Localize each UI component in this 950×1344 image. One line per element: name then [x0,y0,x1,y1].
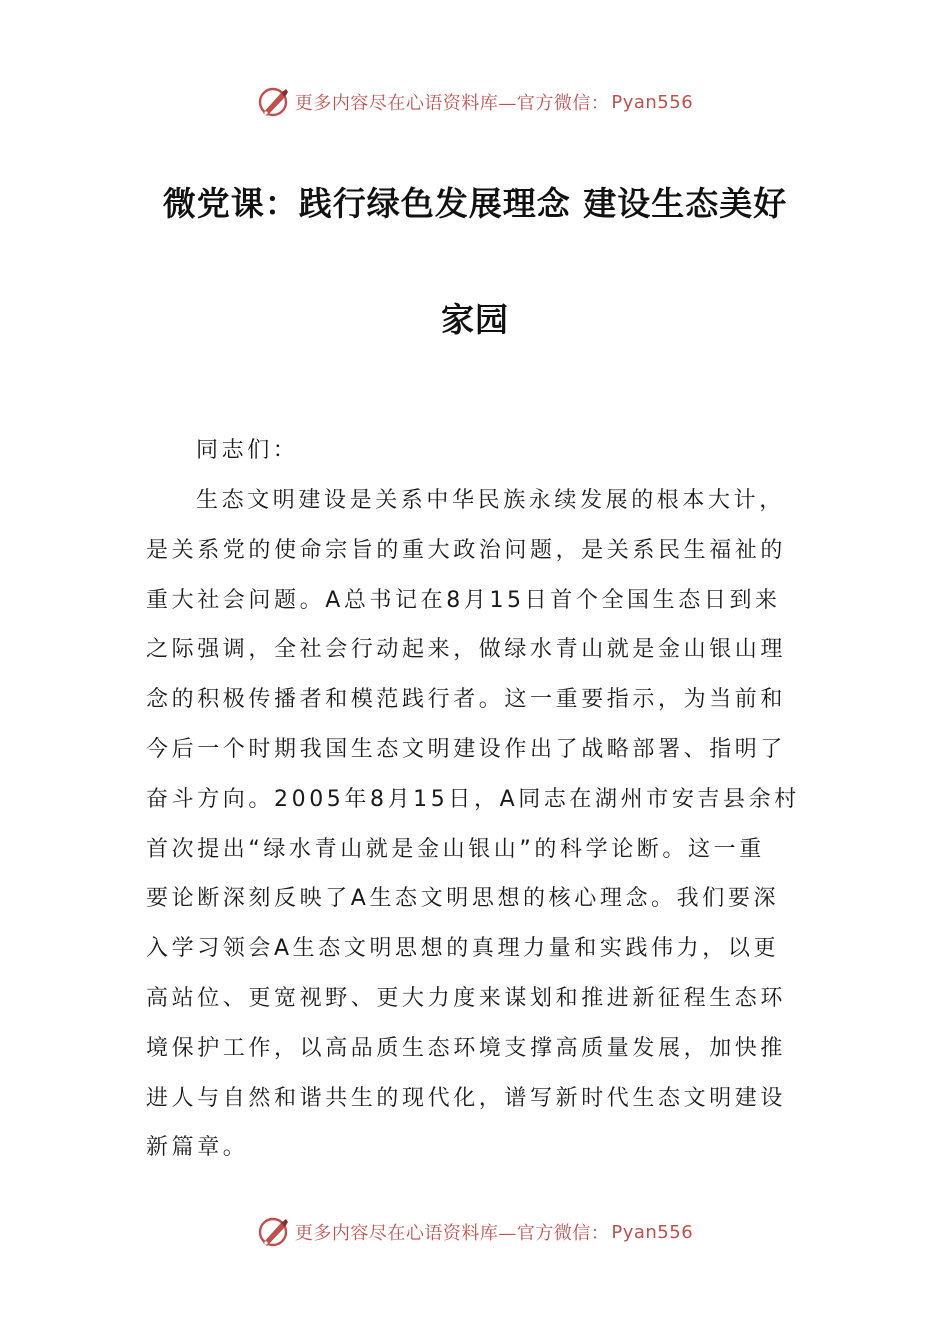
pen-logo-icon [257,1215,291,1249]
watermark-wechat-id: Pyan556 [611,91,694,113]
paragraph-line: 新篇章。 [146,1135,249,1161]
paragraph-line: 首次提出“绿水青山就是金山银山”的科学论断。这一重 [146,836,765,862]
paragraph-line: 重大社会问题。A总书记在8月15日首个全国生态日到来 [146,587,781,613]
pen-logo-icon [257,85,291,119]
watermark-text: 更多内容尽在心语资料库—官方微信： [294,1223,610,1244]
paragraph-line: 境保护工作，以高品质生态环境支撑高质量发展，加快推 [146,1035,787,1061]
body-paragraph [146,476,806,1173]
greeting: 同志们： [196,438,299,463]
watermark-text: 更多内容尽在心语资料库—官方微信： [294,93,610,114]
paragraph-line: 奋斗方向。2005年8月15日，A同志在湖州市安吉县余村 [146,786,800,812]
paragraph-line: 高站位、更宽视野、更大力度来谋划和推进新征程生态环 [146,985,787,1011]
paragraph-line: 进人与自然和谐共生的现代化，谱写新时代生态文明建设 [146,1085,787,1111]
document-title-line-2: 家园 [441,300,509,339]
paragraph-line: 今后一个时期我国生态文明建设作出了战略部署、指明了 [146,736,787,762]
footer-watermark [0,1210,950,1254]
paragraph-line: 生态文明建设是关系中华民族永续发展的根本大计， [196,488,785,513]
document-title-line-1: 微党课：践行绿色发展理念 建设生态美好 [162,184,788,223]
watermark-wechat-id: Pyan556 [611,1221,694,1243]
paragraph-line: 是关系党的使命宗旨的重大政治问题，是关系民生福祉的 [146,537,787,563]
header-watermark [0,80,950,124]
paragraph-line: 之际强调，全社会行动起来，做绿水青山就是金山银山理 [146,637,787,663]
paragraph-line: 念的积极传播者和模范践行者。这一重要指示，为当前和 [146,687,787,713]
paragraph-line: 要论断深刻反映了A生态文明思想的核心理念。我们要深 [146,886,780,912]
paragraph-line: 入学习领会A生态文明思想的真理力量和实践伟力，以更 [146,936,780,962]
